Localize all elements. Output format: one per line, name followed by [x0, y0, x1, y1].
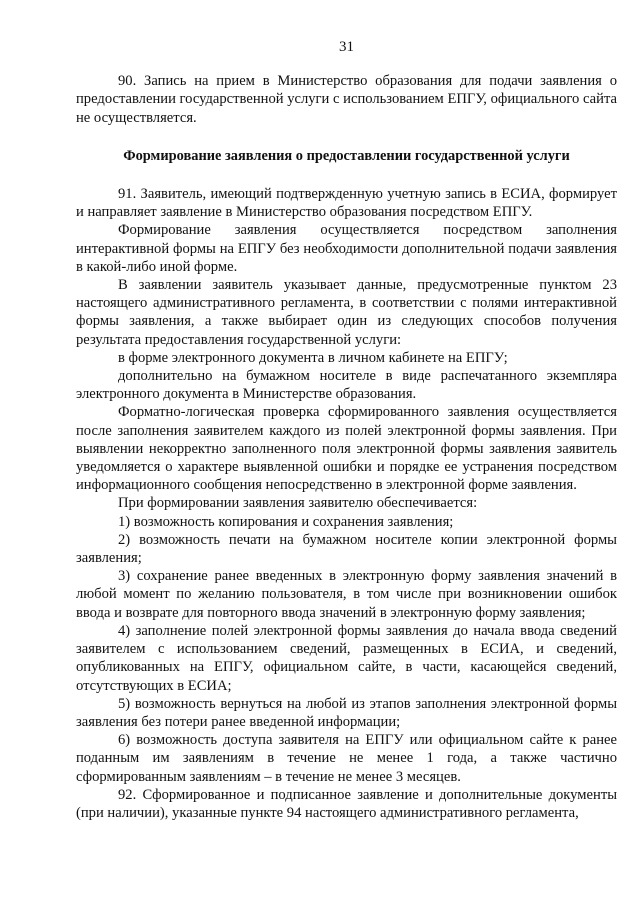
section-heading: Формирование заявления о предоставлении государственной услуги	[123, 147, 570, 164]
paragraph-90: 90. Запись на прием в Министерство образования для подачи заявления о предоставлении государственной услуги с использованием ЕПГУ, официального сайта не осуществляется.	[76, 73, 617, 126]
spacer	[76, 127, 617, 147]
paragraph-format-check: Форматно-логическая проверка сформированного заявления осуществляется после заполнения заявителем каждого из полей электронной формы заявления. При выявлении некорректно заполненного поля электронной формы заявления заявитель уведомляется о характере выявленной ошибки и порядке ее устранения посредством информационного сообщения непосредственно в электронной форме заявления.	[76, 404, 617, 494]
paragraph-92: 92. Сформированное и подписанное заявление и дополнительные документы (при наличии), указанные пункте 94 настоящего административного регламента,	[76, 786, 617, 821]
list-item-5: 5) возможность вернуться на любой из этапов заполнения электронной формы заявления без потери ранее введенной информации;	[76, 695, 617, 730]
paragraph-provided-features: При формировании заявления заявителю обеспечивается:	[118, 495, 478, 512]
list-item-2: 2) возможность печати на бумажном носителе копии электронной формы заявления;	[76, 531, 617, 567]
paragraph-applicant-data: В заявлении заявитель указывает данные, предусмотренные пунктом 23 настоящего административного регламента, в соответствии с полями интерактивной формы заявления, а также выбирает один из следующих способов получения результата предоставления государственной услуги:	[76, 277, 617, 348]
paragraph-91: 91. Заявитель, имеющий подтвержденную учетную запись в ЕСИА, формирует и направляет заявление в Министерство образования посредством ЕПГУ.	[76, 186, 617, 221]
document-page	[76, 38, 617, 822]
paragraph-form-creation: Формирование заявления осуществляется посредством заполнения интерактивной формы на ЕПГУ без необходимости дополнительной подачи заявления в какой-либо иной форме.	[76, 222, 617, 275]
list-item-3: 3) сохранение ранее введенных в электронную форму заявления значений в любой момент по желанию пользователя, в том числе при возникновении ошибок ввода и возврате для повторного ввода значений в электронную форму заявления;	[76, 568, 617, 621]
list-item-6: 6) возможность доступа заявителя на ЕПГУ или официальном сайте к ранее поданным им заявлениям в течение не менее 1 года, а также частично сформированным заявлениям – в течение не менее 3 месяцев.	[76, 732, 617, 785]
spacer	[76, 165, 617, 185]
page-number: 31	[339, 39, 354, 55]
list-item-4: 4) заполнение полей электронной формы заявления до начала ввода сведений заявителем с использованием сведений, размещенных в ЕСИА, и сведений, опубликованных на ЕПГУ, официальном сайте, в части, касающейся сведений, отсутствующих в ЕСИА;	[76, 622, 617, 694]
list-item-1: 1) возможность копирования и сохранения заявления;	[118, 513, 454, 530]
option-electronic-document: в форме электронного документа в личном кабинете на ЕПГУ;	[118, 349, 508, 366]
option-paper-copy: дополнительно на бумажном носителе в виде распечатанного экземпляра электронного документа в Министерстве образования.	[76, 368, 617, 403]
